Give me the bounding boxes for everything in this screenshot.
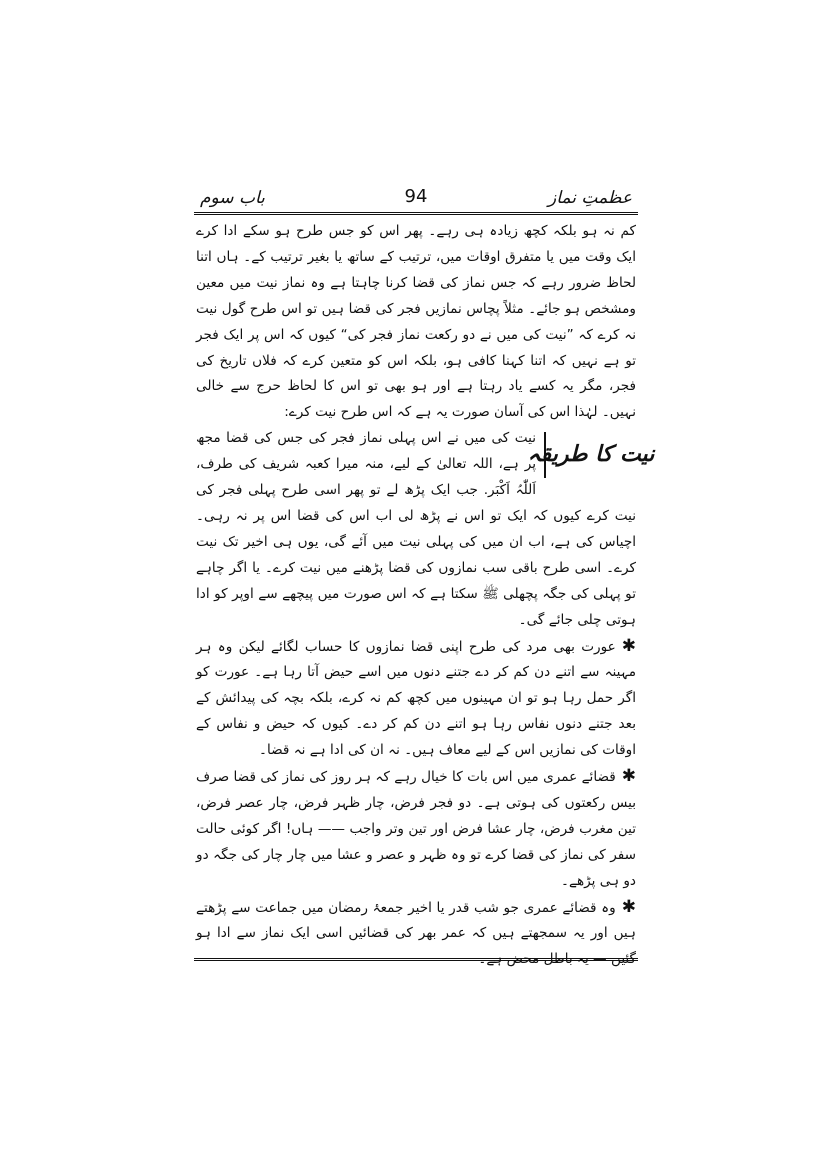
book-title: عظمتِ نماز [548,188,632,208]
note-3-text: وہ قضائے عمری جو شب قدر یا اخیر جمعۂ رمضان میں جماعت سے پڑھتے ہیں اور یہ سمجھتے ہیں کہ عمر بھر کی قضائیں اسی ایک نماز سے ادا ہو گئیں — یہ باطل محض ہے۔ [196,899,636,968]
note-2 [196,764,636,895]
section-heading: نیت کا طریقہ [527,442,655,468]
paragraph-2: نیت کی میں نے اس پہلی نماز فجر کی جس کی قضا مجھ پر ہے، اللہ تعالیٰ کے لیے، منہ میرا کعبہ شریف کی طرف، اَللّٰہُ اَکْبَر. جب ایک پڑھ لے تو پھر اسی طرح پہلی فجر کی نیت کرے کیوں کہ ایک تو اس نے پڑھ لی اب اس کی قضا اس پر نہ رہی۔ اچیاس کی ہے، اب ان میں کی پہلی نیت میں آئے گی، یوں ہی اخیر تک نیت کرے۔ اسی طرح باقی سب نمازوں کی قضا پڑھنے میں نیت کرے۔ یا اگر چاہے تو پہلی کی جگہ پچھلی ﷺ سکتا ہے کہ اس صورت میں پیچھے سے اوپر کو ادا ہوتی چلی جائے گی۔ [196,430,636,628]
page-number: 94 [404,186,428,207]
note-2-text: قضائے عمری میں اس بات کا خیال رہے کہ ہر روز کی نماز کی قضا صرف بیس رکعتوں کی ہوتی ہے۔ دو فجر فرض، چار ظہر فرض، چار عصر فرض، تین مغرب فرض، چار عشا فرض اور تین وتر واجب —— ہاں! اگر کوئی حالت سفر کی نماز کی قضا کرے تو وہ ظہر و عصر و عشا میں چار چار کی جگہ دو دو ہی پڑھے۔ [196,769,636,889]
asterisk-icon: ✱ [621,635,636,656]
section-heading-box [527,432,655,478]
header-rule [194,212,638,215]
asterisk-icon: ✱ [621,896,636,917]
note-3 [196,895,636,974]
asterisk-icon: ✱ [621,766,636,787]
paragraph-1: کم نہ ہو بلکہ کچھ زیادہ ہی رہے۔ پھر اس کو جس طرح ہو سکے ادا کرے ایک وقت میں یا متفرق اوقات میں، ترتیب کے ساتھ یا بغیر ترتیب کے۔ ہاں اتنا لحاظ ضرور رہے کہ جس نماز کی قضا کرنا چاہتا ہے وہ نماز نیت میں معین ومشخص ہو جائے۔ مثلاً پچاس نمازیں فجر کی قضا ہیں تو اس طرح گول نیت نہ کرے کہ ”نیت کی میں نے دو رکعت نماز فجر کی“ کیوں کہ اس پر ایک فجر تو ہے نہیں کہ اتنا کہنا کافی ہو، بلکہ اس کو متعین کرے کہ فلاں تاریخ کی فجر، مگر یہ کسے یاد رہتا ہے اور ہو بھی تو اس کا لحاظ حرج سے خالی نہیں۔ لہٰذا اس کی آسان صورت یہ ہے کہ اس طرح نیت کرے: [196,223,636,421]
note-1 [196,634,636,765]
page-body [196,219,655,968]
page-header [196,186,636,212]
chapter-title: باب سوم [200,188,265,208]
footer-rule [194,958,638,961]
note-1-text: عورت بھی مرد کی طرح اپنی قضا نمازوں کا حساب لگائے لیکن وہ ہر مہینہ سے اتنے دن کم کر دے جتنے دنوں میں اسے حیض آتا رہا ہے۔ عورت کو اگر حمل رہا ہو تو ان مہینوں میں کچھ کم نہ کرے، بلکہ بچہ کی پیدائش کے بعد جتنے دنوں نفاس رہا ہو اتنے دن کم کر دے۔ کیوں کہ حیض و نفاس کے اوقات کی نمازیں اس کے لیے معاف ہیں۔ نہ ان کی ادا ہے نہ قضا۔ [196,638,636,759]
